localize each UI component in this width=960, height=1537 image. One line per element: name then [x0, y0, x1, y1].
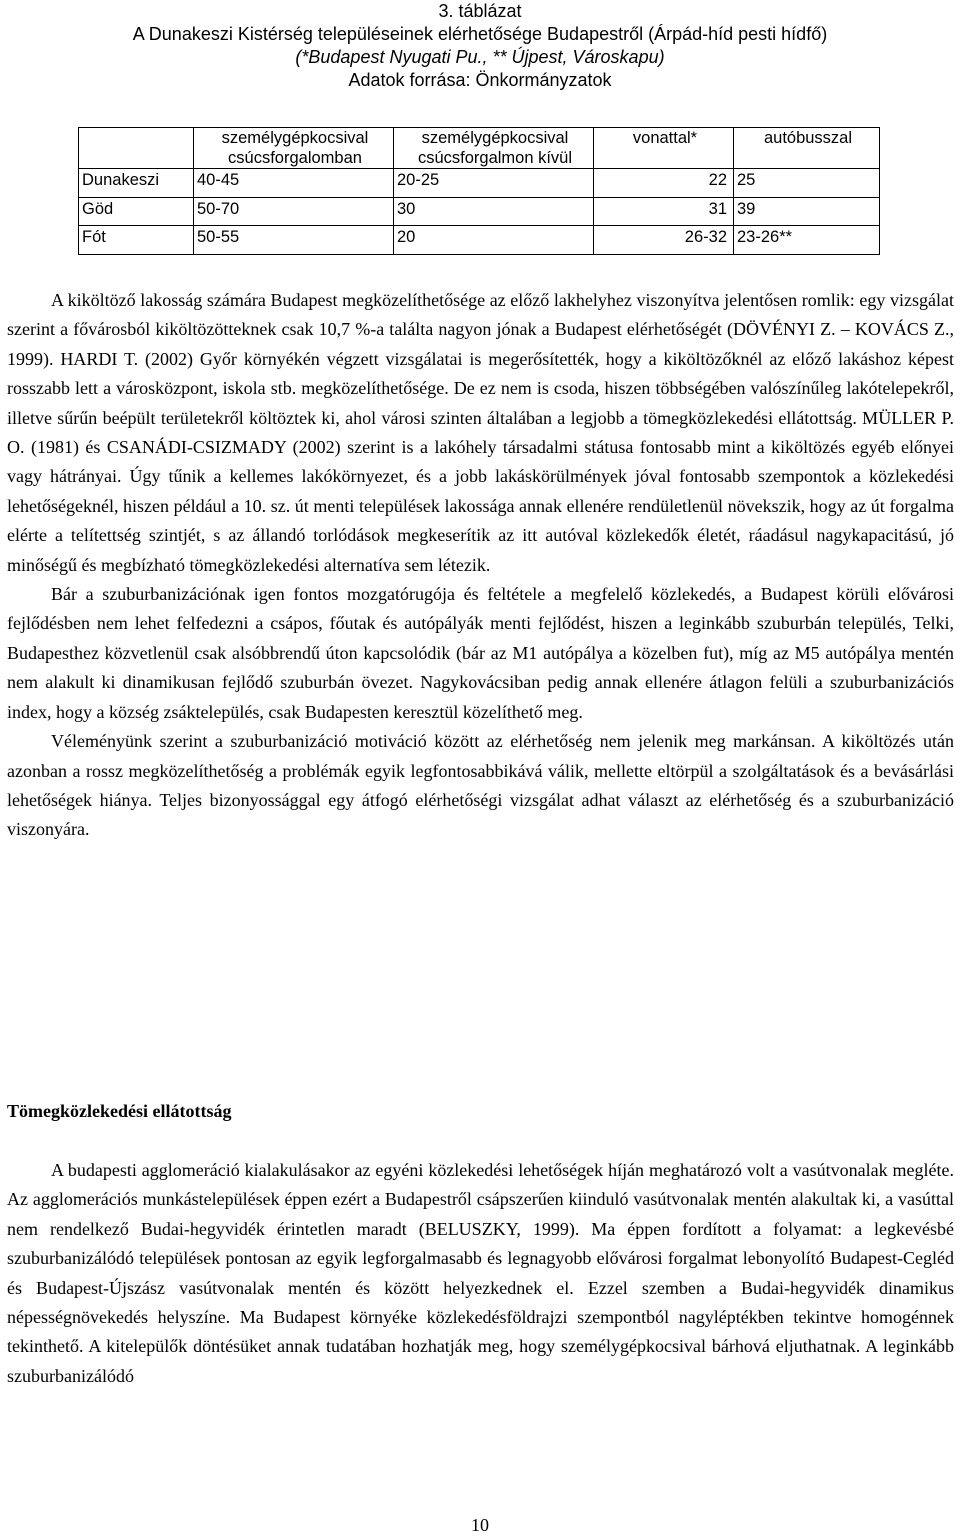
table-cell: 25 — [734, 169, 880, 198]
table-cell: 39 — [734, 197, 880, 226]
table-cell: 50-70 — [194, 197, 394, 226]
body-text — [7, 286, 954, 845]
caption-title: 3. táblázat — [438, 1, 522, 21]
table-cell: 22 — [594, 169, 734, 198]
paragraph: Bár a szuburbanizációnak igen fontos mozgatórugója és feltétele a megfelelő közlekedés, a Budapest körüli elővárosi fejlődésben nem lehet felfedezni a csápos, főutak és autópályák menti fejlődést, hiszen a leginkább szuburbán település, Telki, Budapesthez közvetlenül csak alsóbbrendű úton kapcsolódik (bár az M1 autópálya a közelben fut), míg az M5 autópálya mentén nem alakult ki dinamikusan fejlődő szuburbán övezet. Nagykovácsiban pedig annak ellenére átlagon felüli a szuburbanizációs index, hogy a község zsáktelepülés, csak Budapesten keresztül közelíthető meg. — [7, 584, 954, 722]
table-row — [79, 197, 880, 226]
paragraph: A budapesti agglomeráció kialakulásakor az egyéni közlekedési lehetőségek híján meghatározó volt a vasútvonalak megléte. Az agglomerációs munkástelepülések éppen ezért a Budapestről csápszerűen kiinduló vasútvonalak mentén alakultak ki, a vasúttal nem rendelkező Budai-hegyvidék érintetlen maradt (BELUSZKY, 1999). Ma éppen fordított a folyamat: a legkevésbé szuburbanizálódó települések pontosan az egyik legforgalmasabb és legnagyobb elővárosi forgalmat lebonyolító Budapest-Cegléd és Budapest-Újszász vasútvonalak mentén és között helyezkednek el. Ezzel szemben a Budai-hegyvidék dinamikus népességnövekedés helyszíne. Ma Budapest környéke közlekedésföldrajzi szempontból nagyléptékben tekintve homogénnek tekinthető. A kitelepülők döntésüket annak tudatában hozhatják meg, hogy személygépkocsival bárhová eljuthatnak. A leginkább szuburbanizálódó — [7, 1160, 954, 1386]
paragraph: A kiköltöző lakosság számára Budapest megközelíthetősége az előző lakhelyhez viszonyítva jelentősen romlik: egy vizsgálat szerint a fővárosból kiköltözötteknek csak 10,7 %-a találta nagyon jónak a Budapest elérhetőségét (DÖVÉNYI Z. – KOVÁCS Z., 1999). HARDI T. (2002) Győr környékén végzett vizsgálatai is megerősítették, hogy a kiköltözőknél az előző lakáshoz képest rosszabb lett a városközpont, iskola stb. megközelíthetősége. De ez nem is csoda, hiszen többségében valószínűleg lakótelepekről, illetve sűrűn beépült területekről költöztek ki, ahol városi szinten általában a legjobb a tömegközlekedési ellátottság. MÜLLER P. O. (1981) és CSANÁDI-CSIZMADY (2002) szerint is a lakóhely társadalmi státusa fontosabb mint a kiköltözés egyéb előnyei vagy hátrányai. Úgy tűnik a kellemes lakókörnyezet, és a jobb lakáskörülmények jóval fontosabb szempontok a közlekedési lehetőségeknél, hiszen például a 10. sz. út menti települések lakossága annak ellenére rendületlenül növekszik, hogy az út forgalma elérte a telítettség szintjét, s az állandó torlódások megkeserítik az itt autóval közlekedők életét, ráadásul nagykapacitású, jó minőségű és megbízható tömegközlekedési alternatíva sem létezik. — [7, 290, 954, 575]
table-header: személygépkocsival csúcsforgalmon kívül — [394, 128, 594, 169]
table-header — [79, 128, 194, 169]
table-header: személygépkocsival csúcsforgalomban — [194, 128, 394, 169]
table-cell: Dunakeszi — [79, 169, 194, 198]
table-caption — [0, 0, 960, 92]
table-header: autóbusszal — [734, 128, 880, 169]
table-cell: 31 — [594, 197, 734, 226]
table-header-row — [79, 128, 880, 169]
accessibility-table — [78, 127, 880, 255]
table-cell: 20 — [394, 226, 594, 255]
section-text — [7, 1156, 954, 1391]
table-cell: 50-55 — [194, 226, 394, 255]
table-cell: 20-25 — [394, 169, 594, 198]
table-cell: 30 — [394, 197, 594, 226]
table-cell: 40-45 — [194, 169, 394, 198]
paragraph: Véleményünk szerint a szuburbanizáció motiváció között az elérhetőség nem jelenik meg markánsan. A kiköltözés után azonban a rossz megközelíthetőség a problémák egyik legfontosabbikává válik, mellette eltörpül a szolgáltatások és a bevásárlási lehetőségek hiánya. Teljes bizonyossággal egy átfogó elérhetőségi vizsgálat adhat választ az elérhetőség és a szuburbanizáció viszonyára. — [7, 731, 954, 840]
table-row — [79, 226, 880, 255]
caption-source: Adatok forrása: Önkormányzatok — [348, 70, 612, 90]
table-cell: Fót — [79, 226, 194, 255]
caption-note: (*Budapest Nyugati Pu., ** Újpest, Városkapu) — [295, 47, 665, 67]
table-cell: Göd — [79, 197, 194, 226]
table-row — [79, 169, 880, 198]
section-heading: Tömegközlekedési ellátottság — [7, 1101, 232, 1121]
table-cell: 26-32 — [594, 226, 734, 255]
caption-line: A Dunakeszi Kistérség településeinek elérhetősége Budapestről (Árpád-híd pesti hídfő) — [132, 24, 828, 44]
page-number: 10 — [471, 1515, 489, 1535]
table-cell: 23-26** — [734, 226, 880, 255]
table-header: vonattal* — [594, 128, 734, 169]
